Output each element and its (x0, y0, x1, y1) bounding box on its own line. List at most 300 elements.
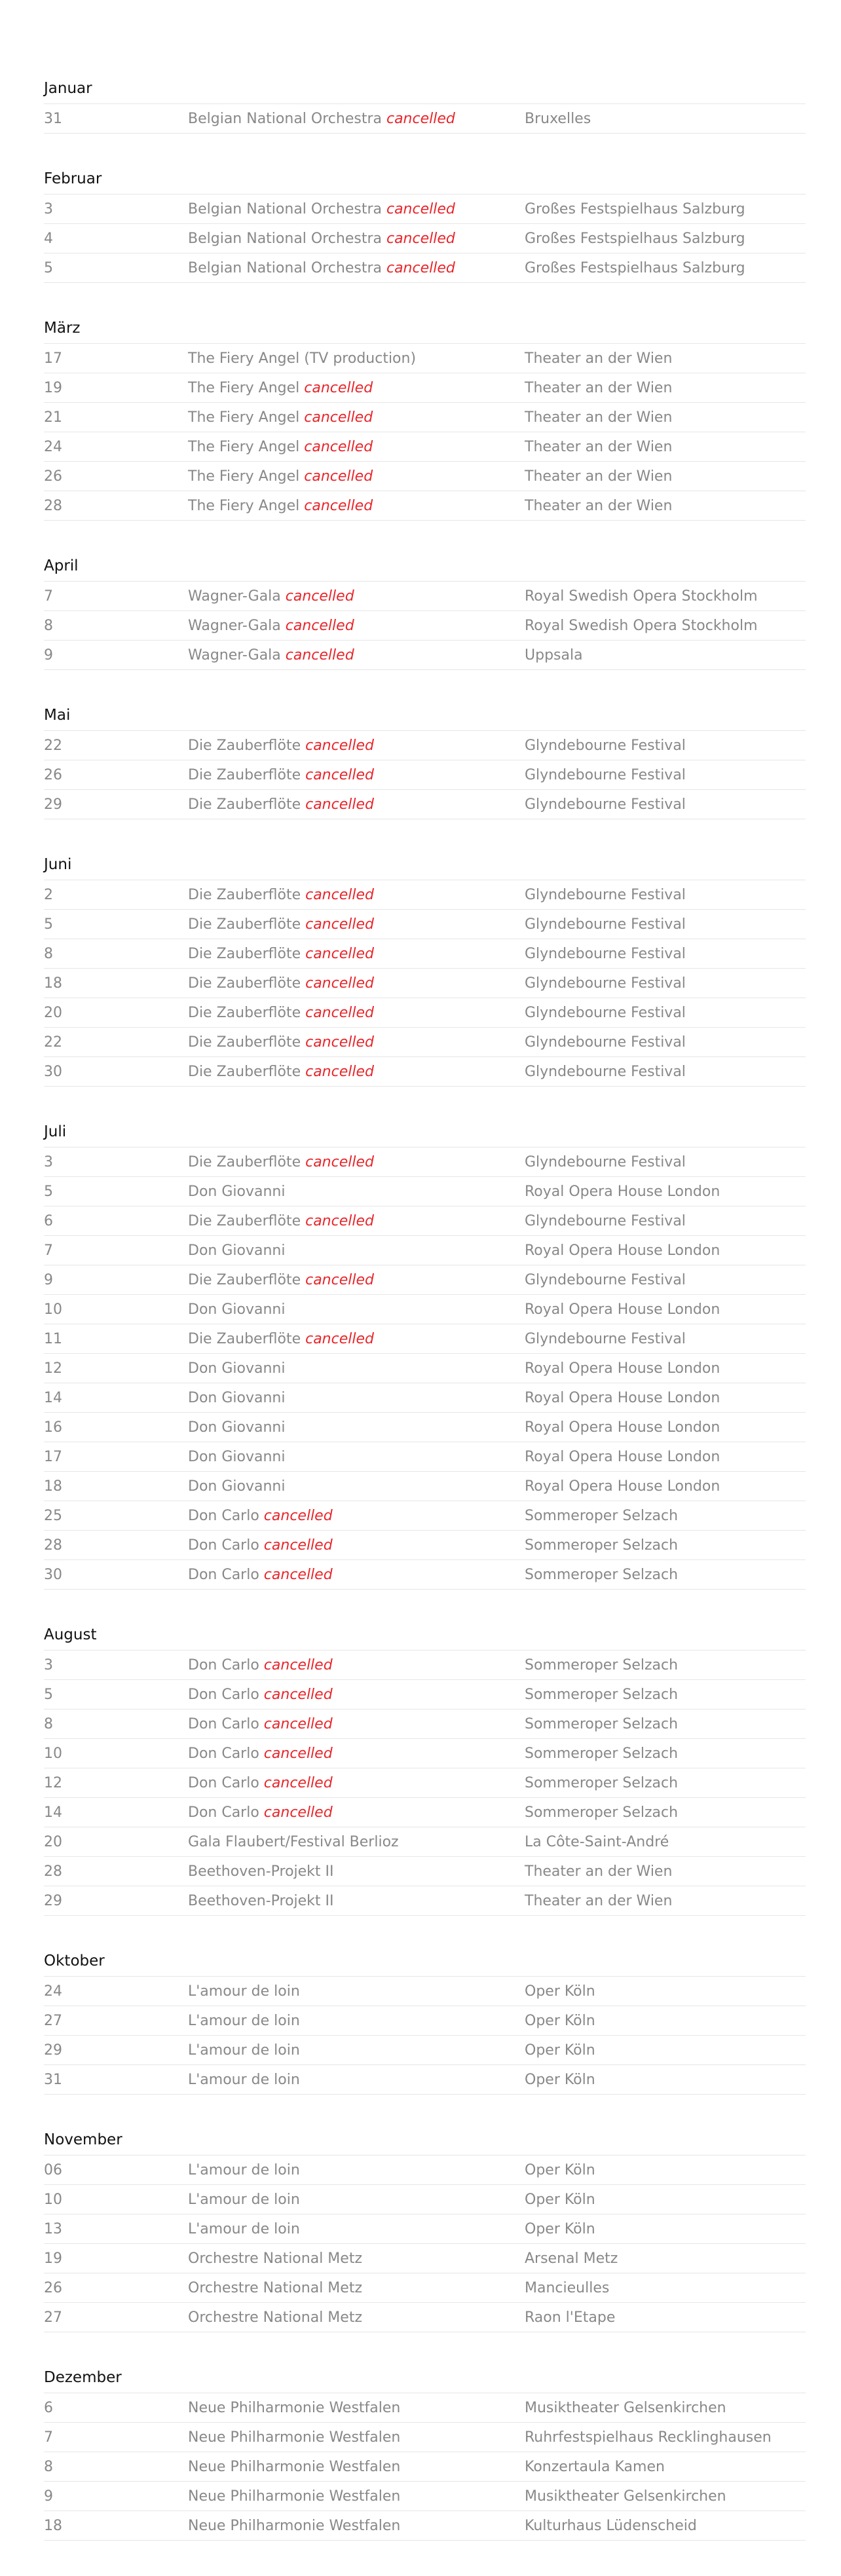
event-day: 3 (44, 1656, 53, 1673)
event-cell (188, 468, 525, 485)
event-row (44, 1442, 806, 1472)
event-venue: Sommeroper Selzach (525, 1745, 679, 1762)
cancelled-badge: cancelled (263, 1566, 333, 1583)
cancelled-badge: cancelled (263, 1537, 333, 1554)
event-row (44, 2244, 806, 2273)
cancelled-badge: cancelled (285, 588, 354, 605)
event-cell (188, 1537, 525, 1554)
event-venue: Royal Opera House London (525, 1448, 720, 1465)
event-day: 2 (44, 886, 53, 903)
cancelled-badge: cancelled (263, 1774, 333, 1791)
event-title: Die Zauberflöte (188, 945, 301, 962)
month-heading: Mai (44, 705, 806, 731)
event-title: Die Zauberflöte (188, 916, 301, 933)
event-venue: Glyndebourne Festival (525, 1004, 686, 1021)
cancelled-badge: cancelled (305, 1330, 374, 1347)
event-venue: Sommeroper Selzach (525, 1566, 679, 1583)
event-title: L'amour de loin (188, 2071, 300, 2088)
month-section (44, 318, 806, 521)
cancelled-badge: cancelled (305, 1034, 374, 1051)
event-venue: Theater an der Wien (525, 497, 673, 514)
event-venue: Oper Köln (525, 2042, 595, 2059)
cancelled-badge: cancelled (305, 916, 374, 933)
cancelled-badge: cancelled (305, 796, 374, 813)
event-day: 9 (44, 2488, 53, 2505)
event-title: Die Zauberflöte (188, 737, 301, 754)
event-day: 5 (44, 1686, 53, 1703)
event-day: 19 (44, 379, 62, 396)
month-section (44, 855, 806, 1087)
cancelled-badge: cancelled (386, 230, 455, 247)
event-title: Don Giovanni (188, 1183, 286, 1200)
event-cell (188, 1567, 525, 1583)
event-title: Belgian National Orchestra (188, 200, 382, 217)
event-row (44, 1857, 806, 1886)
event-cell (188, 1449, 525, 1465)
event-venue: Uppsala (525, 646, 583, 663)
event-title: Don Carlo (188, 1656, 259, 1673)
event-day: 10 (44, 1745, 62, 1762)
event-cell (188, 111, 525, 127)
event-cell (188, 2459, 525, 2475)
event-title: Don Carlo (188, 1686, 259, 1703)
event-title: Don Carlo (188, 1745, 259, 1762)
event-day: 12 (44, 1360, 62, 1377)
event-day: 3 (44, 200, 53, 217)
event-row (44, 1324, 806, 1354)
event-cell (188, 647, 525, 663)
event-day: 22 (44, 737, 62, 754)
event-row (44, 969, 806, 998)
cancelled-badge: cancelled (285, 617, 354, 634)
event-day: 12 (44, 1774, 62, 1791)
event-venue: Royal Opera House London (525, 1478, 720, 1495)
event-cell (188, 201, 525, 217)
event-venue: Theater an der Wien (525, 438, 673, 455)
month-section (44, 2130, 806, 2332)
event-venue: Theater an der Wien (525, 1863, 673, 1880)
event-day: 26 (44, 2279, 62, 2296)
event-row (44, 1028, 806, 1057)
event-day: 31 (44, 2071, 62, 2088)
event-row (44, 2423, 806, 2452)
event-cell (188, 1005, 525, 1021)
event-day: 3 (44, 1153, 53, 1170)
event-title: L'amour de loin (188, 2191, 300, 2208)
event-venue: Oper Köln (525, 2012, 595, 2029)
event-cell (188, 1184, 525, 1200)
event-venue: Oper Köln (525, 1983, 595, 2000)
event-day: 14 (44, 1804, 62, 1821)
event-row (44, 611, 806, 641)
event-row (44, 1206, 806, 1236)
event-day: 28 (44, 1863, 62, 1880)
event-row (44, 1560, 806, 1590)
event-row (44, 373, 806, 403)
event-row (44, 1383, 806, 1413)
event-day: 8 (44, 617, 53, 634)
event-venue: Royal Opera House London (525, 1419, 720, 1436)
event-day: 18 (44, 1478, 62, 1495)
event-title: The Fiery Angel (TV production) (188, 350, 417, 367)
cancelled-badge: cancelled (304, 438, 373, 455)
event-day: 9 (44, 646, 53, 663)
event-day: 26 (44, 468, 62, 485)
cancelled-badge: cancelled (305, 1004, 374, 1021)
month-section (44, 79, 806, 134)
event-row (44, 2482, 806, 2511)
event-cell (188, 1716, 525, 1732)
event-day: 8 (44, 1715, 53, 1732)
cancelled-badge: cancelled (305, 737, 374, 754)
month-section (44, 1951, 806, 2095)
event-cell (188, 618, 525, 634)
event-title: Don Carlo (188, 1566, 259, 1583)
event-day: 30 (44, 1063, 62, 1080)
event-row (44, 1354, 806, 1383)
month-heading: Dezember (44, 2368, 806, 2393)
event-cell (188, 588, 525, 605)
event-title: Gala Flaubert/Festival Berlioz (188, 1833, 399, 1850)
month-heading: April (44, 556, 806, 582)
event-venue: Sommeroper Selzach (525, 1804, 679, 1821)
event-venue: Oper Köln (525, 2191, 595, 2208)
event-row (44, 1295, 806, 1324)
event-venue: Oper Köln (525, 2161, 595, 2178)
event-venue: Glyndebourne Festival (525, 1212, 686, 1229)
event-title: Don Giovanni (188, 1478, 286, 1495)
event-row (44, 2273, 806, 2303)
event-venue: Glyndebourne Festival (525, 1063, 686, 1080)
event-day: 25 (44, 1507, 62, 1524)
event-venue: Royal Opera House London (525, 1301, 720, 1318)
cancelled-badge: cancelled (305, 1212, 374, 1229)
event-cell (188, 2280, 525, 2296)
event-venue: Glyndebourne Festival (525, 1153, 686, 1170)
event-title: Die Zauberflöte (188, 1212, 301, 1229)
cancelled-badge: cancelled (305, 1063, 374, 1080)
event-cell (188, 1983, 525, 2000)
event-title: L'amour de loin (188, 2042, 300, 2059)
month-section (44, 556, 806, 670)
event-title: The Fiery Angel (188, 468, 300, 485)
event-title: Don Giovanni (188, 1360, 286, 1377)
cancelled-badge: cancelled (305, 766, 374, 783)
event-row (44, 462, 806, 491)
event-day: 10 (44, 2191, 62, 2208)
event-cell (188, 2429, 525, 2446)
cancelled-badge: cancelled (304, 468, 373, 485)
month-section (44, 2368, 806, 2541)
event-venue: Glyndebourne Festival (525, 766, 686, 783)
event-venue: Kulturhaus Lüdenscheid (525, 2517, 697, 2534)
event-row (44, 1651, 806, 1680)
event-cell (188, 2042, 525, 2059)
event-cell (188, 1687, 525, 1703)
event-title: Neue Philharmonie Westfalen (188, 2399, 401, 2416)
event-title: Die Zauberflöte (188, 796, 301, 813)
event-day: 11 (44, 1330, 62, 1347)
cancelled-badge: cancelled (305, 945, 374, 962)
cancelled-badge: cancelled (386, 110, 455, 127)
month-heading: Juli (44, 1122, 806, 1148)
event-cell (188, 887, 525, 903)
event-venue: Glyndebourne Festival (525, 796, 686, 813)
event-venue: Oper Köln (525, 2071, 595, 2088)
event-day: 7 (44, 2429, 53, 2446)
event-row (44, 1709, 806, 1739)
event-title: Belgian National Orchestra (188, 259, 382, 276)
month-section (44, 169, 806, 283)
event-venue: Mancieulles (525, 2279, 610, 2296)
event-title: Don Carlo (188, 1804, 259, 1821)
event-title: Orchestre National Metz (188, 2309, 362, 2326)
event-title: The Fiery Angel (188, 379, 300, 396)
event-day: 30 (44, 1566, 62, 1583)
event-row (44, 1265, 806, 1295)
event-row (44, 1177, 806, 1206)
event-venue: Royal Opera House London (525, 1183, 720, 1200)
event-title: Die Zauberflöte (188, 975, 301, 992)
event-title: Die Zauberflöte (188, 886, 301, 903)
event-row (44, 1798, 806, 1827)
event-row (44, 582, 806, 611)
event-day: 31 (44, 110, 62, 127)
event-day: 27 (44, 2012, 62, 2029)
cancelled-badge: cancelled (304, 379, 373, 396)
event-cell (188, 2192, 525, 2208)
event-cell (188, 1745, 525, 1762)
event-day: 8 (44, 2458, 53, 2475)
event-cell (188, 1213, 525, 1229)
event-cell (188, 2221, 525, 2237)
event-row (44, 2185, 806, 2214)
event-day: 29 (44, 796, 62, 813)
cancelled-badge: cancelled (386, 259, 455, 276)
month-section (44, 705, 806, 819)
event-cell (188, 1360, 525, 1377)
event-cell (188, 1242, 525, 1259)
event-row (44, 1148, 806, 1177)
event-cell (188, 916, 525, 933)
event-title: Beethoven-Projekt II (188, 1892, 334, 1909)
event-cell (188, 1390, 525, 1406)
event-title: Orchestre National Metz (188, 2250, 362, 2267)
event-venue: Theater an der Wien (525, 409, 673, 426)
event-cell (188, 1863, 525, 1880)
event-cell (188, 767, 525, 783)
event-row (44, 1236, 806, 1265)
event-row (44, 195, 806, 224)
event-day: 29 (44, 2042, 62, 2059)
event-row (44, 403, 806, 432)
event-row (44, 2036, 806, 2065)
event-day: 20 (44, 1004, 62, 1021)
event-title: Don Carlo (188, 1507, 259, 1524)
event-cell (188, 1301, 525, 1318)
schedule-list (44, 79, 806, 2576)
event-row (44, 1827, 806, 1857)
month-heading: Oktober (44, 1951, 806, 1977)
event-day: 19 (44, 2250, 62, 2267)
event-venue: Ruhrfestspielhaus Recklinghausen (525, 2429, 772, 2446)
event-title: L'amour de loin (188, 2220, 300, 2237)
event-venue: Oper Köln (525, 2220, 595, 2237)
event-cell (188, 231, 525, 247)
event-venue: Glyndebourne Festival (525, 975, 686, 992)
event-cell (188, 2309, 525, 2326)
event-venue: Sommeroper Selzach (525, 1537, 679, 1554)
event-title: Don Carlo (188, 1537, 259, 1554)
event-day: 16 (44, 1419, 62, 1436)
event-cell (188, 946, 525, 962)
month-heading: November (44, 2130, 806, 2156)
event-title: Neue Philharmonie Westfalen (188, 2488, 401, 2505)
event-cell (188, 1154, 525, 1170)
event-cell (188, 1834, 525, 1850)
event-row (44, 731, 806, 760)
event-row (44, 2214, 806, 2244)
event-row (44, 2156, 806, 2185)
event-day: 10 (44, 1301, 62, 1318)
event-title: Die Zauberflöte (188, 1034, 301, 1051)
event-cell (188, 1478, 525, 1495)
event-cell (188, 1775, 525, 1791)
event-cell (188, 2250, 525, 2267)
event-row (44, 880, 806, 910)
event-cell (188, 975, 525, 992)
event-day: 14 (44, 1389, 62, 1406)
event-title: L'amour de loin (188, 1983, 300, 2000)
cancelled-badge: cancelled (304, 409, 373, 426)
event-row (44, 253, 806, 283)
cancelled-badge: cancelled (304, 497, 373, 514)
event-day: 06 (44, 2161, 62, 2178)
event-row (44, 2393, 806, 2423)
event-cell (188, 2013, 525, 2029)
event-cell (188, 796, 525, 813)
month-section (44, 1625, 806, 1916)
event-day: 6 (44, 2399, 53, 2416)
event-row (44, 641, 806, 670)
month-heading: Februar (44, 169, 806, 195)
cancelled-badge: cancelled (305, 886, 374, 903)
event-row (44, 1413, 806, 1442)
event-day: 5 (44, 259, 53, 276)
event-title: L'amour de loin (188, 2012, 300, 2029)
event-title: Don Giovanni (188, 1419, 286, 1436)
event-row (44, 2303, 806, 2332)
event-day: 17 (44, 350, 62, 367)
event-day: 18 (44, 975, 62, 992)
cancelled-badge: cancelled (263, 1715, 333, 1732)
event-title: Don Giovanni (188, 1448, 286, 1465)
event-day: 7 (44, 1242, 53, 1259)
event-venue: Royal Swedish Opera Stockholm (525, 588, 758, 605)
event-row (44, 998, 806, 1028)
event-title: Neue Philharmonie Westfalen (188, 2458, 401, 2475)
event-title: Don Carlo (188, 1774, 259, 1791)
event-row (44, 1057, 806, 1087)
event-title: Die Zauberflöte (188, 1153, 301, 1170)
event-cell (188, 1064, 525, 1080)
event-row (44, 491, 806, 521)
event-cell (188, 350, 525, 367)
event-row (44, 760, 806, 790)
cancelled-badge: cancelled (305, 975, 374, 992)
event-day: 28 (44, 497, 62, 514)
event-cell (188, 439, 525, 455)
event-row (44, 910, 806, 939)
event-venue: Glyndebourne Festival (525, 916, 686, 933)
month-heading: Juni (44, 855, 806, 880)
event-venue: Musiktheater Gelsenkirchen (525, 2488, 726, 2505)
event-venue: Großes Festspielhaus Salzburg (525, 259, 745, 276)
event-venue: Sommeroper Selzach (525, 1656, 679, 1673)
event-venue: Glyndebourne Festival (525, 1034, 686, 1051)
event-title: Wagner-Gala (188, 617, 281, 634)
event-venue: Glyndebourne Festival (525, 1330, 686, 1347)
event-day: 20 (44, 1833, 62, 1850)
event-title: Don Carlo (188, 1715, 259, 1732)
cancelled-badge: cancelled (285, 646, 354, 663)
cancelled-badge: cancelled (305, 1271, 374, 1288)
cancelled-badge: cancelled (305, 1153, 374, 1170)
cancelled-badge: cancelled (263, 1656, 333, 1673)
event-title: Neue Philharmonie Westfalen (188, 2517, 401, 2534)
month-heading: März (44, 318, 806, 344)
event-row (44, 1739, 806, 1768)
event-day: 8 (44, 945, 53, 962)
event-row (44, 104, 806, 134)
event-row (44, 1531, 806, 1560)
event-cell (188, 2072, 525, 2088)
event-venue: Raon l'Etape (525, 2309, 616, 2326)
event-row (44, 1768, 806, 1798)
event-venue: Glyndebourne Festival (525, 886, 686, 903)
event-title: Don Giovanni (188, 1301, 286, 1318)
event-cell (188, 2400, 525, 2416)
event-day: 5 (44, 916, 53, 933)
event-cell (188, 2518, 525, 2534)
event-cell (188, 737, 525, 754)
event-title: Die Zauberflöte (188, 1004, 301, 1021)
month-heading: August (44, 1625, 806, 1651)
event-title: Don Giovanni (188, 1242, 286, 1259)
month-heading: Januar (44, 79, 806, 104)
event-venue: Konzertaula Kamen (525, 2458, 665, 2475)
event-venue: Sommeroper Selzach (525, 1686, 679, 1703)
event-title: Die Zauberflöte (188, 1330, 301, 1347)
event-cell (188, 1272, 525, 1288)
event-venue: Theater an der Wien (525, 350, 673, 367)
event-row (44, 224, 806, 253)
event-venue: Glyndebourne Festival (525, 1271, 686, 1288)
month-section (44, 1122, 806, 1590)
event-title: Die Zauberflöte (188, 1271, 301, 1288)
event-row (44, 1680, 806, 1709)
event-row (44, 1977, 806, 2006)
event-cell (188, 2488, 525, 2505)
event-day: 9 (44, 1271, 53, 1288)
event-row (44, 939, 806, 969)
event-venue: Royal Opera House London (525, 1389, 720, 1406)
event-venue: Sommeroper Selzach (525, 1715, 679, 1732)
event-title: Wagner-Gala (188, 588, 281, 605)
cancelled-badge: cancelled (263, 1745, 333, 1762)
event-venue: Theater an der Wien (525, 379, 673, 396)
event-venue: Sommeroper Selzach (525, 1774, 679, 1791)
